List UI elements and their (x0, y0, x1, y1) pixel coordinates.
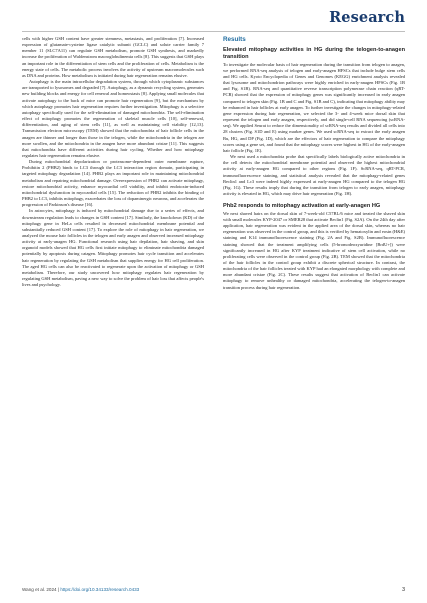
body-paragraph: To investigate the molecular basis of hair regeneration during the transition from telogen to anagen, we performed RNA-seq analysis of telogen and early-anagen HFSCs that include bulge stem cells and HG cells. Kyoto Encyclopedia of Genes and Genomes (KEGG) enrichment analysis revealed that lysosome and mitochondrion pathways were highly enriched in early-anagen HFSCs (Fig. 1B and Fig. S1B). RNA-seq and quantitative reverse transcription polymerase chain reaction (qRT-PCR) showed that the expression of mitophagy genes was significantly increased in early anagen compared to telogen skin (Fig. 1B and C and Fig. S1B and C), indicating that mitophagy ability may be enhanced in hair follicles at early anagen. To further investigate the changes in mitophagy-related gene expression during hair regeneration, we selected the 3- and 4-week mice dorsal skin that represent the telogen and early anagen, respectively, and did single-cell RNA sequencing (scRNA-seq). We applied Seurat to reduce the dimensionality of scRNA-seq results and divided all cells into 28 clusters (Fig. S1D and E) using marker genes. We used scRNA-seq to extract the early anagen Bu, HG, and DP (Fig. 1D), which are the effectors of hair regeneration to compare the mitophagy scores using a gene set, and found that the mitophagy scores were highest in HG of the early-anagen hair follicle (Fig. 1E). (223, 61, 405, 153)
page-footer (22, 587, 405, 595)
header-divider (22, 31, 405, 32)
body-paragraph: In astrocytes, mitophagy is induced by mitochondrial damage due to a series of effects, and downstream regulation leads to changes in GSH content [17]. Similarly, the knockdown (KD) of the mitophagy gene in HeLa cells resulted in decreased mitochondrial membrane potential and substantially reduced GSH content [17]. To explore the role of mitophagy in hair regeneration, we analyzed the mouse hair follicles in the telogen and early anagen and observed increased mitophagy activity at early-anagen HG. Functional research using hair depilation, hair shaving, and skin organoid models showed that HG cells first initiate mitophagy to eliminate mitochondria damaged potentially by apoptosis during catagen. Mitophagy promotes hair cycle transition and accelerates hair regeneration by regulating the GSH metabolism that supplies energy for HG cell proliferation. The aged HG cells can also be reactivated to regenerate upon the activation of mitophagy or GSH metabolism. Therefore, our study uncovered how mitophagy regulates hair regeneration by regulating GSH metabolism, paving a new way to solve the problem of hair loss that affects people's lives and psychology. (22, 208, 204, 288)
subsection-heading: Elevated mitophagy activities in HG during the telogen-to-anagen transition (223, 47, 405, 60)
body-paragraph: Autophagy is the main intracellular degradation system, through which cytoplasmic substances are transported to lysosomes and degraded [7]. Autophagy, as a dynamic recycling system, generates new building blocks and energy for cell renewal and homeostasis [8]. Applying small molecules that activate autophagy to the back of mice can promote hair regeneration [9], but the mechanism by which autophagy promotes hair regeneration requires further investigation. Mitophagy is a selective autophagy specifically used for the self-elimination of damaged mitochondria. The self-elimination effect of mitophagy promotes the regeneration of skeletal muscle cells [10], self-renewal, differentiation, and aging of stem cells [11], as well as maintaining cell viability [12,13]. Transmission electron microscopy (TEM) showed that the mitochondria of hair follicle cells in the anagen are thinner and longer than those in the telogen, while the mitochondria in the telogen are more swollen, and the mitochondria in the anagen have more abundant cristae [11]. This suggests that mitochondria have different activities during hair cycling. Whether and how mitophagy regulates hair regeneration remains elusive. (22, 79, 204, 158)
citation-text: Wang et al. 2024 | (22, 587, 61, 592)
body-paragraph: We next used a mitochondria probe that specifically labels biologically active mitochondria in the cell detects the mitochondrial membrane potential and observed the highest mitochondrial activity at early-anagen HG compared to other regions (Fig. 1F). ScRNA-seq, qRT-PCR, immunofluorescence staining, and statistical analysis revealed that the mitophagy-related genes Beclin1 and Lc3 were indeed highly expressed at early-anagen HG compared to the telogen HG (Fig. 1G). These results imply that during the transition from telogen to early anagen, mitophagy activity is elevated in HG, which may drive hair regeneration (Fig. 1H). (223, 154, 405, 196)
section-heading-results: Results (223, 36, 246, 43)
body-paragraph: During mitochondrial depolarization or proteasome-dependent outer membrane rupture, Prohibitin 2 (PHB2) binds to LC3 through the LC3 interaction region domain, participating in targeted mitophagy degradation [14]. PHB2 plays an important role in maintaining mitochondrial metabolism and repairing mitochondrial damage. Overexpression of PHB2 can activate mitophagy, restore mitochondrial activity, enhance myocardial cell viability, and inhibit endotoxin-induced mitochondrial dysfunction in myocardial cells [15]. The reduction of PHB2 inhibits the binding of PHB2 to LC3, inhibits mitophagy, exacerbates the loss of dopaminergic neurons, and accelerates the progression of Parkinson's disease [16]. (22, 159, 204, 208)
running-header (0, 0, 427, 36)
doi-link[interactable]: https://doi.org/10.34133/research.0433 (60, 587, 140, 592)
right-column (223, 36, 405, 550)
page-number: 3 (402, 587, 405, 593)
journal-name: Research (329, 9, 405, 26)
left-column (22, 36, 204, 550)
body-paragraph: We next shaved hairs on the dorsal skin of 7-week-old C57BL/6 mice and treated the shaved skin with small molecules KYP-2047 or SMER28 that activate Beclin1 (Fig. S2A). On the 24th day after application, hair regeneration was evident in the applied area of the dorsal skin, whereas no hair regeneration was observed in the control group, and this is verified by hematoxylin and eosin (H&E) staining and K14 immunofluorescence staining (Fig. 2A and Fig. S2B). Immunofluorescence staining showed that the treatment amplifying cells (5-bromodeoxyuridine [BrdU+]) were significantly increased in HG after KYP treatment indicative of stem cell activation, while no proliferating cells were observed in the control group (Fig. 2B). TEM showed that the mitochondria of the hair follicles in the control group exhibit a discrete spherical structure. In contrast, the mitochondria of the hair follicles treated with KYP had an elongated morphology with complete and more abundant cristae (Fig. 2C). These results suggest that activation of Beclin1 can activate mitophagy to remove unhealthy or damaged mitochondria, accelerating the telogen-to-anagen transition process during hair regeneration. (223, 210, 405, 290)
footer-citation (22, 587, 139, 593)
body-paragraph: cells with higher GSH content have greater stemness, metastasis, and proliferation [7]. Increased expression of glutamate-cysteine ligase catalytic subunit (GCLC) and solute carrier family 7 member 11 (SLC7A11) can regulate GSH metabolism, promote GSH synthesis, and markedly increase the proliferation of Waldenstrom macroglobulinemia cells [8]. This suggests that GSH plays an important role in the differentiation of stem cells and the proliferation of cells. Metabolism is the energy state of cells. The metabolic process involves the activity of upstream macromolecules such as DNA and proteins. How metabolism is initiated during hair regeneration remains elusive. (22, 36, 204, 78)
subsection-heading: Phb2 responds to mitophagy activation at early-anagen HG (223, 202, 381, 209)
